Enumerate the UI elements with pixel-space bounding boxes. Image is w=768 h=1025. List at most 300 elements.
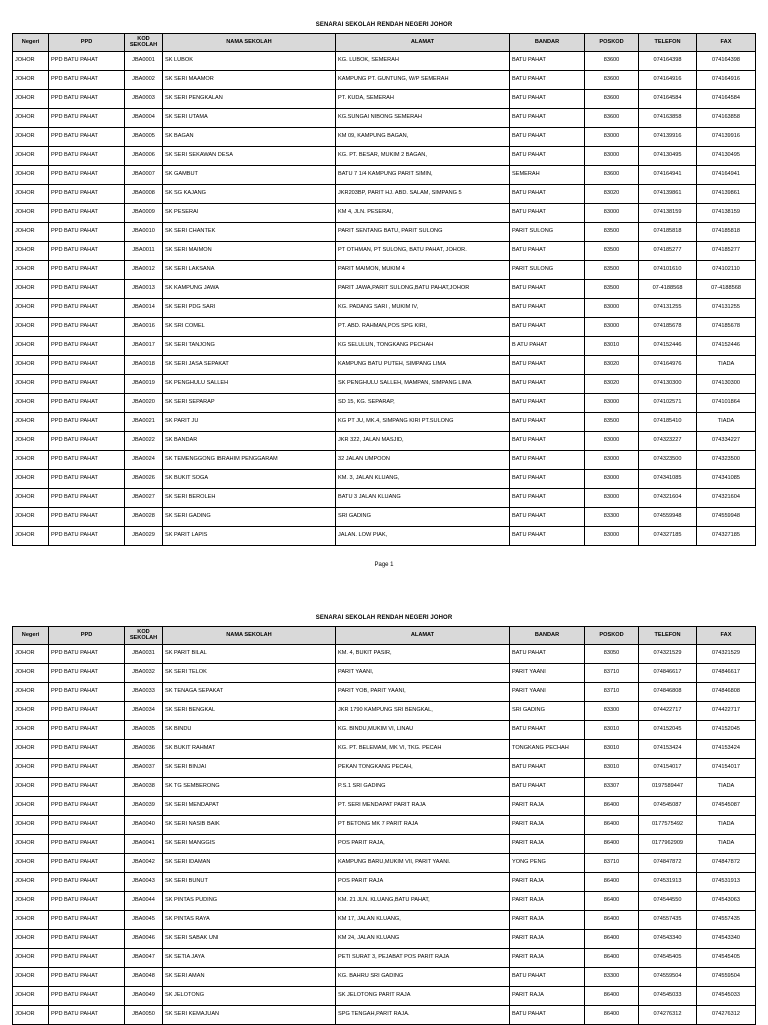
cell-poskod: 83020 <box>585 356 639 375</box>
cell-kod-sekolah: JBA0005 <box>125 128 163 147</box>
table-header-row <box>13 627 756 645</box>
cell-poskod: 83000 <box>585 318 639 337</box>
cell-telefon: 074130300 <box>639 375 697 394</box>
col-header-ppd: PPD <box>49 34 125 52</box>
cell-ppd: PPD BATU PAHAT <box>49 375 125 394</box>
cell-kod-sekolah: JBA0047 <box>125 949 163 968</box>
cell-bandar: PARIT RAJA <box>510 949 585 968</box>
cell-bandar: PARIT RAJA <box>510 892 585 911</box>
cell-fax: TIADA <box>697 356 756 375</box>
cell-nama-sekolah: SK SERI BINJAI <box>163 759 336 778</box>
cell-kod-sekolah: JBA0029 <box>125 527 163 546</box>
cell-ppd: PPD BATU PAHAT <box>49 949 125 968</box>
cell-telefon: 074341085 <box>639 470 697 489</box>
cell-ppd: PPD BATU PAHAT <box>49 318 125 337</box>
cell-nama-sekolah: SK SERI NASIB BAIK <box>163 816 336 835</box>
cell-fax: TIADA <box>697 816 756 835</box>
cell-poskod: 83000 <box>585 432 639 451</box>
cell-negeri: JOHOR <box>13 873 49 892</box>
cell-negeri: JOHOR <box>13 911 49 930</box>
cell-ppd: PPD BATU PAHAT <box>49 109 125 128</box>
cell-fax: TIADA <box>697 413 756 432</box>
cell-bandar: BATU PAHAT <box>510 280 585 299</box>
cell-telefon: 074154017 <box>639 759 697 778</box>
cell-bandar: PARIT RAJA <box>510 835 585 854</box>
cell-kod-sekolah: JBA0026 <box>125 470 163 489</box>
cell-nama-sekolah: SK JELOTONG <box>163 987 336 1006</box>
cell-nama-sekolah: SK LUBOK <box>163 52 336 71</box>
table-row <box>13 470 756 489</box>
table-row <box>13 71 756 90</box>
cell-kod-sekolah: JBA0009 <box>125 204 163 223</box>
cell-kod-sekolah: JBA0020 <box>125 394 163 413</box>
cell-ppd: PPD BATU PAHAT <box>49 759 125 778</box>
cell-telefon: 074323500 <box>639 451 697 470</box>
col-header-alamat: ALAMAT <box>336 627 510 645</box>
table-row <box>13 337 756 356</box>
cell-ppd: PPD BATU PAHAT <box>49 645 125 664</box>
cell-negeri: JOHOR <box>13 166 49 185</box>
cell-negeri: JOHOR <box>13 816 49 835</box>
table-row <box>13 318 756 337</box>
table-row <box>13 740 756 759</box>
col-header-negeri: Negeri <box>13 627 49 645</box>
cell-kod-sekolah: JBA0017 <box>125 337 163 356</box>
cell-bandar: PARIT YAANI <box>510 664 585 683</box>
cell-nama-sekolah: SK SERI BENGKAL <box>163 702 336 721</box>
cell-poskod: 86400 <box>585 987 639 1006</box>
cell-kod-sekolah: JBA0044 <box>125 892 163 911</box>
cell-alamat: KAMPUNG BARU,MUKIM VII, PARIT YAANI. <box>336 854 510 873</box>
cell-fax: 074131255 <box>697 299 756 318</box>
cell-kod-sekolah: JBA0004 <box>125 109 163 128</box>
cell-bandar: BATU PAHAT <box>510 451 585 470</box>
page-footer: Page 1 <box>374 562 394 568</box>
cell-bandar: BATU PAHAT <box>510 968 585 987</box>
cell-poskod: 86400 <box>585 835 639 854</box>
cell-poskod: 83000 <box>585 128 639 147</box>
cell-bandar: BATU PAHAT <box>510 645 585 664</box>
cell-ppd: PPD BATU PAHAT <box>49 527 125 546</box>
cell-telefon: 074164941 <box>639 166 697 185</box>
cell-ppd: PPD BATU PAHAT <box>49 892 125 911</box>
cell-alamat: PT OTHMAN, PT SULONG, BATU PAHAT, JOHOR. <box>336 242 510 261</box>
cell-telefon: 074543340 <box>639 930 697 949</box>
cell-poskod: 83010 <box>585 740 639 759</box>
cell-alamat: PT. ABD. RAHMAN,POS SPG KIRI, <box>336 318 510 337</box>
cell-nama-sekolah: SK SERI LAKSANA <box>163 261 336 280</box>
cell-telefon: 074846617 <box>639 664 697 683</box>
cell-negeri: JOHOR <box>13 778 49 797</box>
cell-negeri: JOHOR <box>13 451 49 470</box>
cell-alamat: JKR 322, JALAN MASJID, <box>336 432 510 451</box>
cell-kod-sekolah: JBA0031 <box>125 645 163 664</box>
cell-ppd: PPD BATU PAHAT <box>49 71 125 90</box>
col-header-fax: FAX <box>697 627 756 645</box>
cell-nama-sekolah: SK PARIT LAPIS <box>163 527 336 546</box>
cell-bandar: BATU PAHAT <box>510 527 585 546</box>
cell-nama-sekolah: SK SERI IDAMAN <box>163 854 336 873</box>
cell-alamat: 32 JALAN UMPOON <box>336 451 510 470</box>
cell-ppd: PPD BATU PAHAT <box>49 299 125 318</box>
cell-ppd: PPD BATU PAHAT <box>49 778 125 797</box>
cell-alamat: KG. PT. BESAR, MUKIM 2 BAGAN, <box>336 147 510 166</box>
cell-telefon: 074102571 <box>639 394 697 413</box>
cell-alamat: JALAN. LOW PIAK, <box>336 527 510 546</box>
cell-alamat: SK PENGHULU SALLEH, MAMPAN, SIMPANG LIMA <box>336 375 510 394</box>
cell-kod-sekolah: JBA0006 <box>125 147 163 166</box>
cell-alamat: PT BETONG MK 7 PARIT RAJA <box>336 816 510 835</box>
cell-fax: 074164941 <box>697 166 756 185</box>
cell-nama-sekolah: SK SERI SABAK UNI <box>163 930 336 949</box>
cell-alamat: SD 15, KG. SEPARAP, <box>336 394 510 413</box>
cell-bandar: PARIT RAJA <box>510 930 585 949</box>
cell-bandar: BATU PAHAT <box>510 147 585 166</box>
col-header-bandar: BANDAR <box>510 627 585 645</box>
cell-negeri: JOHOR <box>13 797 49 816</box>
cell-alamat: KG SELULUN, TONGKANG PECHAH <box>336 337 510 356</box>
cell-fax: 074422717 <box>697 702 756 721</box>
cell-kod-sekolah: JBA0007 <box>125 166 163 185</box>
cell-fax: TIADA <box>697 778 756 797</box>
cell-negeri: JOHOR <box>13 1006 49 1025</box>
cell-telefon: 074321604 <box>639 489 697 508</box>
table-row <box>13 683 756 702</box>
cell-negeri: JOHOR <box>13 299 49 318</box>
cell-negeri: JOHOR <box>13 721 49 740</box>
cell-nama-sekolah: SK SERI UTAMA <box>163 109 336 128</box>
cell-telefon: 074163858 <box>639 109 697 128</box>
cell-telefon: 074185410 <box>639 413 697 432</box>
cell-telefon: 074139861 <box>639 185 697 204</box>
cell-kod-sekolah: JBA0027 <box>125 489 163 508</box>
cell-poskod: 83000 <box>585 204 639 223</box>
cell-alamat: JKR203BP, PARIT HJ. ABD. SALAM, SIMPANG 5 <box>336 185 510 204</box>
col-header-alamat: ALAMAT <box>336 34 510 52</box>
cell-fax: 074543340 <box>697 930 756 949</box>
cell-negeri: JOHOR <box>13 337 49 356</box>
cell-poskod: 83000 <box>585 299 639 318</box>
table-row <box>13 949 756 968</box>
cell-fax: 074321529 <box>697 645 756 664</box>
cell-fax: 074543063 <box>697 892 756 911</box>
cell-negeri: JOHOR <box>13 892 49 911</box>
cell-fax: 074531913 <box>697 873 756 892</box>
table-row <box>13 702 756 721</box>
cell-nama-sekolah: SK BUKIT SOGA <box>163 470 336 489</box>
cell-kod-sekolah: JBA0002 <box>125 71 163 90</box>
cell-ppd: PPD BATU PAHAT <box>49 721 125 740</box>
cell-nama-sekolah: SK BINDU <box>163 721 336 740</box>
cell-nama-sekolah: SK BANDAR <box>163 432 336 451</box>
cell-telefon: 074152045 <box>639 721 697 740</box>
cell-telefon: 074276312 <box>639 1006 697 1025</box>
cell-telefon: 074846808 <box>639 683 697 702</box>
cell-kod-sekolah: JBA0016 <box>125 318 163 337</box>
cell-bandar: SEMERAH <box>510 166 585 185</box>
cell-nama-sekolah: SK SRI COMEL <box>163 318 336 337</box>
cell-telefon: 0197589447 <box>639 778 697 797</box>
cell-negeri: JOHOR <box>13 318 49 337</box>
cell-poskod: 83010 <box>585 337 639 356</box>
cell-fax: 074545405 <box>697 949 756 968</box>
col-header-nama-sekolah: NAMA SEKOLAH <box>163 627 336 645</box>
cell-ppd: PPD BATU PAHAT <box>49 432 125 451</box>
cell-fax: 074323500 <box>697 451 756 470</box>
cell-fax: 074164398 <box>697 52 756 71</box>
cell-kod-sekolah: JBA0019 <box>125 375 163 394</box>
cell-ppd: PPD BATU PAHAT <box>49 873 125 892</box>
cell-fax: TIADA <box>697 835 756 854</box>
cell-negeri: JOHOR <box>13 968 49 987</box>
cell-poskod: 83000 <box>585 451 639 470</box>
cell-telefon: 074138159 <box>639 204 697 223</box>
cell-negeri: JOHOR <box>13 508 49 527</box>
cell-bandar: BATU PAHAT <box>510 185 585 204</box>
cell-kod-sekolah: JBA0010 <box>125 223 163 242</box>
cell-ppd: PPD BATU PAHAT <box>49 394 125 413</box>
cell-nama-sekolah: SK SERI PENGKALAN <box>163 90 336 109</box>
cell-poskod: 83600 <box>585 52 639 71</box>
cell-alamat: P.S.1 SRI GADING <box>336 778 510 797</box>
cell-bandar: BATU PAHAT <box>510 318 585 337</box>
cell-poskod: 83710 <box>585 854 639 873</box>
cell-nama-sekolah: SK PENGHULU SALLEH <box>163 375 336 394</box>
cell-fax: 074164916 <box>697 71 756 90</box>
cell-kod-sekolah: JBA0034 <box>125 702 163 721</box>
col-header-poskod: POSKOD <box>585 627 639 645</box>
cell-bandar: BATU PAHAT <box>510 394 585 413</box>
table-row <box>13 892 756 911</box>
cell-bandar: BATU PAHAT <box>510 109 585 128</box>
cell-alamat: KM 17, JALAN KLUANG, <box>336 911 510 930</box>
cell-kod-sekolah: JBA0018 <box>125 356 163 375</box>
cell-kod-sekolah: JBA0012 <box>125 261 163 280</box>
cell-bandar: BATU PAHAT <box>510 52 585 71</box>
table-row <box>13 489 756 508</box>
cell-bandar: PARIT SULONG <box>510 261 585 280</box>
cell-negeri: JOHOR <box>13 432 49 451</box>
cell-fax: 074130300 <box>697 375 756 394</box>
cell-telefon: 074130495 <box>639 147 697 166</box>
cell-kod-sekolah: JBA0028 <box>125 508 163 527</box>
cell-negeri: JOHOR <box>13 394 49 413</box>
cell-fax: 074164584 <box>697 90 756 109</box>
cell-fax: 07-4188568 <box>697 280 756 299</box>
cell-poskod: 86400 <box>585 816 639 835</box>
cell-telefon: 074559948 <box>639 508 697 527</box>
cell-poskod: 86400 <box>585 949 639 968</box>
cell-nama-sekolah: SK SERI MAIMON <box>163 242 336 261</box>
table-row <box>13 147 756 166</box>
cell-poskod: 83000 <box>585 147 639 166</box>
cell-telefon: 074531913 <box>639 873 697 892</box>
cell-bandar: BATU PAHAT <box>510 759 585 778</box>
cell-fax: 074559504 <box>697 968 756 987</box>
table-row <box>13 816 756 835</box>
cell-telefon: 074321529 <box>639 645 697 664</box>
table-row <box>13 508 756 527</box>
cell-ppd: PPD BATU PAHAT <box>49 683 125 702</box>
cell-fax: 074846617 <box>697 664 756 683</box>
cell-nama-sekolah: SK SERI JASA SEPAKAT <box>163 356 336 375</box>
cell-poskod: 83500 <box>585 413 639 432</box>
cell-bandar: BATU PAHAT <box>510 128 585 147</box>
cell-alamat: KG. BINDU,MUKIM VI, LINAU <box>336 721 510 740</box>
cell-kod-sekolah: JBA0043 <box>125 873 163 892</box>
cell-alamat: PETI SURAT 3, PEJABAT POS PARIT RAJA <box>336 949 510 968</box>
table-row <box>13 128 756 147</box>
cell-fax: 074152446 <box>697 337 756 356</box>
cell-poskod: 83010 <box>585 721 639 740</box>
cell-ppd: PPD BATU PAHAT <box>49 242 125 261</box>
cell-poskod: 83000 <box>585 394 639 413</box>
cell-poskod: 86400 <box>585 797 639 816</box>
cell-fax: 074334227 <box>697 432 756 451</box>
cell-alamat: PARIT MAIMON, MUKIM 4 <box>336 261 510 280</box>
table-row <box>13 873 756 892</box>
cell-negeri: JOHOR <box>13 987 49 1006</box>
col-header-poskod: POSKOD <box>585 34 639 52</box>
cell-poskod: 86400 <box>585 930 639 949</box>
cell-negeri: JOHOR <box>13 854 49 873</box>
cell-nama-sekolah: SK TENAGA SEPAKAT <box>163 683 336 702</box>
cell-fax: 074341085 <box>697 470 756 489</box>
cell-kod-sekolah: JBA0050 <box>125 1006 163 1025</box>
cell-negeri: JOHOR <box>13 375 49 394</box>
cell-poskod: 83300 <box>585 508 639 527</box>
cell-nama-sekolah: SK BUKIT RAHMAT <box>163 740 336 759</box>
cell-ppd: PPD BATU PAHAT <box>49 470 125 489</box>
cell-ppd: PPD BATU PAHAT <box>49 223 125 242</box>
cell-telefon: 074153424 <box>639 740 697 759</box>
cell-poskod: 83000 <box>585 470 639 489</box>
cell-poskod: 86400 <box>585 873 639 892</box>
cell-telefon: 074185678 <box>639 318 697 337</box>
cell-fax: 074139916 <box>697 128 756 147</box>
cell-telefon: 074185818 <box>639 223 697 242</box>
cell-telefon: 074164916 <box>639 71 697 90</box>
cell-fax: 074321604 <box>697 489 756 508</box>
col-header-telefon: TELEFON <box>639 627 697 645</box>
cell-fax: 074846808 <box>697 683 756 702</box>
cell-telefon: 074164976 <box>639 356 697 375</box>
cell-bandar: PARIT RAJA <box>510 797 585 816</box>
cell-negeri: JOHOR <box>13 489 49 508</box>
cell-alamat: JKR 1790 KAMPUNG SRI BENGKAL, <box>336 702 510 721</box>
table-row <box>13 166 756 185</box>
cell-bandar: TONGKANG PECHAH <box>510 740 585 759</box>
cell-telefon: 074545033 <box>639 987 697 1006</box>
cell-ppd: PPD BATU PAHAT <box>49 166 125 185</box>
table-row <box>13 432 756 451</box>
table-row <box>13 854 756 873</box>
cell-ppd: PPD BATU PAHAT <box>49 968 125 987</box>
cell-bandar: BATU PAHAT <box>510 356 585 375</box>
cell-telefon: 074327185 <box>639 527 697 546</box>
cell-bandar: BATU PAHAT <box>510 90 585 109</box>
cell-poskod: 83710 <box>585 664 639 683</box>
table-row <box>13 1006 756 1025</box>
cell-negeri: JOHOR <box>13 261 49 280</box>
cell-alamat: SK JELOTONG PARIT RAJA <box>336 987 510 1006</box>
table-row <box>13 527 756 546</box>
cell-telefon: 074185277 <box>639 242 697 261</box>
cell-negeri: JOHOR <box>13 664 49 683</box>
cell-kod-sekolah: JBA0038 <box>125 778 163 797</box>
cell-ppd: PPD BATU PAHAT <box>49 451 125 470</box>
table-row <box>13 911 756 930</box>
cell-nama-sekolah: SK SERI KEMAJUAN <box>163 1006 336 1025</box>
cell-nama-sekolah: SK GAMBUT <box>163 166 336 185</box>
cell-ppd: PPD BATU PAHAT <box>49 835 125 854</box>
cell-kod-sekolah: JBA0049 <box>125 987 163 1006</box>
cell-fax: 074545087 <box>697 797 756 816</box>
cell-nama-sekolah: SK PARIT JU <box>163 413 336 432</box>
cell-ppd: PPD BATU PAHAT <box>49 147 125 166</box>
cell-nama-sekolah: SK SERI MAAMOR <box>163 71 336 90</box>
cell-kod-sekolah: JBA0033 <box>125 683 163 702</box>
table-row <box>13 280 756 299</box>
cell-poskod: 86400 <box>585 911 639 930</box>
table-row <box>13 223 756 242</box>
cell-poskod: 83000 <box>585 489 639 508</box>
cell-ppd: PPD BATU PAHAT <box>49 337 125 356</box>
cell-alamat: SRI GADING <box>336 508 510 527</box>
cell-alamat: KM 09, KAMPUNG BAGAN, <box>336 128 510 147</box>
cell-alamat: KAMPUNG PT. GUNTUNG, W/P SEMERAH <box>336 71 510 90</box>
cell-poskod: 86400 <box>585 892 639 911</box>
cell-bandar: BATU PAHAT <box>510 375 585 394</box>
cell-bandar: B ATU PAHAT <box>510 337 585 356</box>
cell-telefon: 074559504 <box>639 968 697 987</box>
cell-fax: 074327185 <box>697 527 756 546</box>
col-header-fax: FAX <box>697 34 756 52</box>
cell-ppd: PPD BATU PAHAT <box>49 797 125 816</box>
cell-poskod: 83300 <box>585 968 639 987</box>
cell-nama-sekolah: SK TG SEMBERONG <box>163 778 336 797</box>
table-row <box>13 375 756 394</box>
cell-nama-sekolah: SK SERI MANGGIS <box>163 835 336 854</box>
cell-alamat: KG. BAHRU SRI GADING <box>336 968 510 987</box>
cell-alamat: PARIT YOB, PARIT YAANI, <box>336 683 510 702</box>
cell-ppd: PPD BATU PAHAT <box>49 740 125 759</box>
cell-poskod: 83010 <box>585 759 639 778</box>
cell-alamat: KM. 3, JALAN KLUANG, <box>336 470 510 489</box>
table-row <box>13 356 756 375</box>
cell-kod-sekolah: JBA0036 <box>125 740 163 759</box>
cell-poskod: 83500 <box>585 280 639 299</box>
cell-nama-sekolah: SK PINTAS PUDING <box>163 892 336 911</box>
cell-fax: 074153424 <box>697 740 756 759</box>
cell-ppd: PPD BATU PAHAT <box>49 52 125 71</box>
cell-negeri: JOHOR <box>13 949 49 968</box>
cell-nama-sekolah: SK SERI BUNUT <box>163 873 336 892</box>
cell-bandar: PARIT RAJA <box>510 987 585 1006</box>
cell-negeri: JOHOR <box>13 702 49 721</box>
cell-negeri: JOHOR <box>13 413 49 432</box>
cell-poskod: 83307 <box>585 778 639 797</box>
cell-fax: 074163858 <box>697 109 756 128</box>
cell-alamat: KM 24, JALAN KLUANG <box>336 930 510 949</box>
cell-bandar: BATU PAHAT <box>510 721 585 740</box>
cell-ppd: PPD BATU PAHAT <box>49 702 125 721</box>
cell-alamat: KG. PADANG SARI , MUKIM IV, <box>336 299 510 318</box>
cell-fax: 074545033 <box>697 987 756 1006</box>
cell-fax: 074557435 <box>697 911 756 930</box>
cell-negeri: JOHOR <box>13 645 49 664</box>
col-header-negeri: Negeri <box>13 34 49 52</box>
